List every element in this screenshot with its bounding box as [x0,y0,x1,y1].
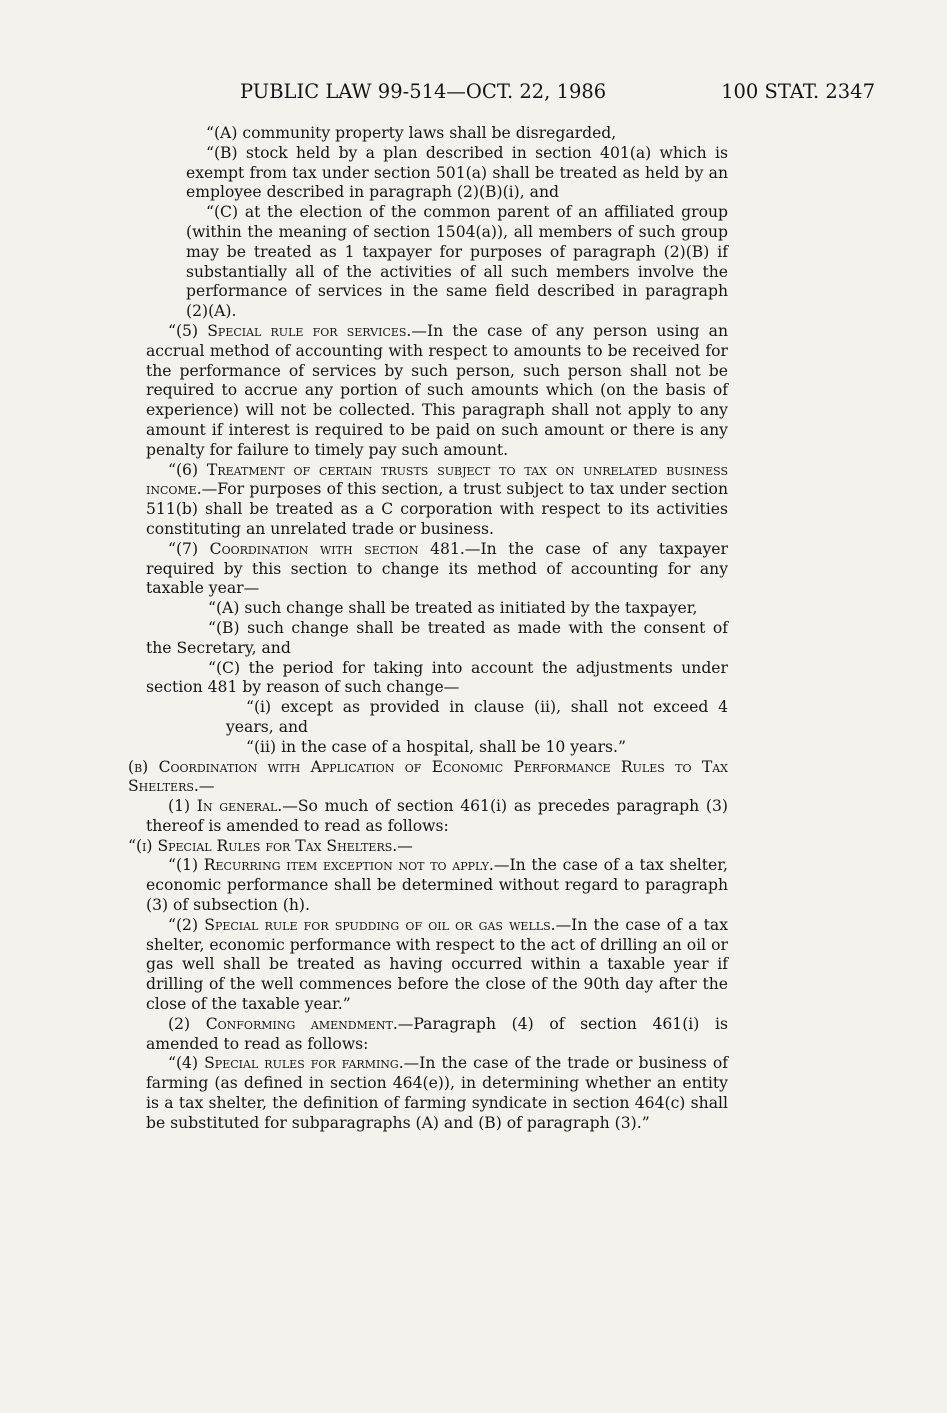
heading: “(5) Special rule for services. [168,321,412,340]
paragraph [146,461,728,540]
heading: “(7) Coordination with section 481. [168,539,465,558]
paragraph: “(i) except as provided in clause (ii), shall not exceed 4 years, and [226,698,728,736]
heading: (b) Coordination with Application of Economic Performance Rules to Tax Shelters. [128,757,728,796]
heading: “(4) Special rules for farming. [168,1054,404,1073]
statute-page-number: 100 STAT. 2347 [721,80,875,103]
paragraph-text: —In the case of a tax shelter, economic performance shall be determined without regard to paragraph (3) of subsection (h). [146,856,728,915]
paragraph [146,916,728,1015]
page-title: PUBLIC LAW 99-514—OCT. 22, 1986 [240,80,607,103]
heading: “(1) Recurring item exception not to apply. [168,856,494,875]
paragraph-text: —In the case of any taxpayer required by this section to change its method of accounting for any taxable year— [146,539,728,598]
page-header [120,80,887,110]
paragraph: “(A) such change shall be treated as initiated by the taxpayer, [208,599,698,618]
paragraph-text: — [198,777,215,796]
paragraph: “(ii) in the case of a hospital, shall be 10 years.” [246,737,626,756]
heading: (2) Conforming amendment. [168,1014,398,1033]
paragraph-text: —So much of section 461(i) as precedes paragraph (3) thereof is amended to read as follows: [146,797,728,835]
paragraph: “(C) at the election of the common parent of an affiliated group (within the meaning of section 1504(a)), all members of such group may be treated as 1 taxpayer for purposes of paragraph (2)(B) if substantially all of the activities of all such members involve the performance of services in the same field described in paragraph (2)(A). [186,203,728,321]
paragraph [128,837,728,857]
paragraph [146,322,728,461]
paragraph: “(C) the period for taking into account the adjustments under section 481 by reason of such change— [146,658,728,697]
paragraph [146,1015,728,1055]
heading: “(2) Special rule for spudding of oil or gas wells. [168,915,556,934]
heading: (1) In general. [168,797,283,816]
section-heading [128,758,728,798]
paragraph: “(B) such change shall be treated as made with the consent of the Secretary, and [146,618,728,657]
paragraph-text: —In the case of the trade or business of farming (as defined in section 464(e)), in determining whether an entity is a tax shelter, the definition of farming syndicate in section 464(c) shall be substituted for subparagraphs (A) and (B) of paragraph (3).” [146,1054,728,1132]
paragraph [146,1054,728,1133]
paragraph-text: —In the case of any person using an accrual method of accounting with respect to amounts to be received for the performance of services by such person, such person shall not be required to accrue any portion of such amounts which (on the basis of experience) will not be collected. This paragraph shall not apply to any amount if interest is required to be paid on such amount or there is any penalty for failure to timely pay such amount. [146,321,729,459]
paragraph [146,856,728,915]
paragraph-text: —Paragraph (4) of section 461(i) is amended to read as follows: [146,1014,728,1053]
heading: “(i) Special Rules for Tax Shelters. [128,836,398,855]
paragraph [146,540,728,599]
paragraph-text: —For purposes of this section, a trust subject to tax under section 511(b) shall be treated as a C corporation with respect to its activities constituting an unrelated trade or business. [146,480,728,538]
paragraph-text: —In the case of a tax shelter, economic performance with respect to the act of drilling an oil or gas well shall be treated as having occurred within a taxable year if drilling of the well commences before the close of the 90th day after the close of the taxable year.” [146,915,728,1014]
paragraph [146,797,728,837]
paragraph: “(B) stock held by a plan described in section 401(a) which is exempt from tax under section 501(a) shall be treated as held by an employee described in paragraph (2)(B)(i), and [186,143,728,202]
body-text [128,124,729,1134]
heading: “(6) Treatment of certain trusts subject to tax on unrelated business income. [146,460,728,499]
paragraph: “(A) community property laws shall be disregarded, [206,124,617,142]
paragraph-text: — [397,836,413,855]
